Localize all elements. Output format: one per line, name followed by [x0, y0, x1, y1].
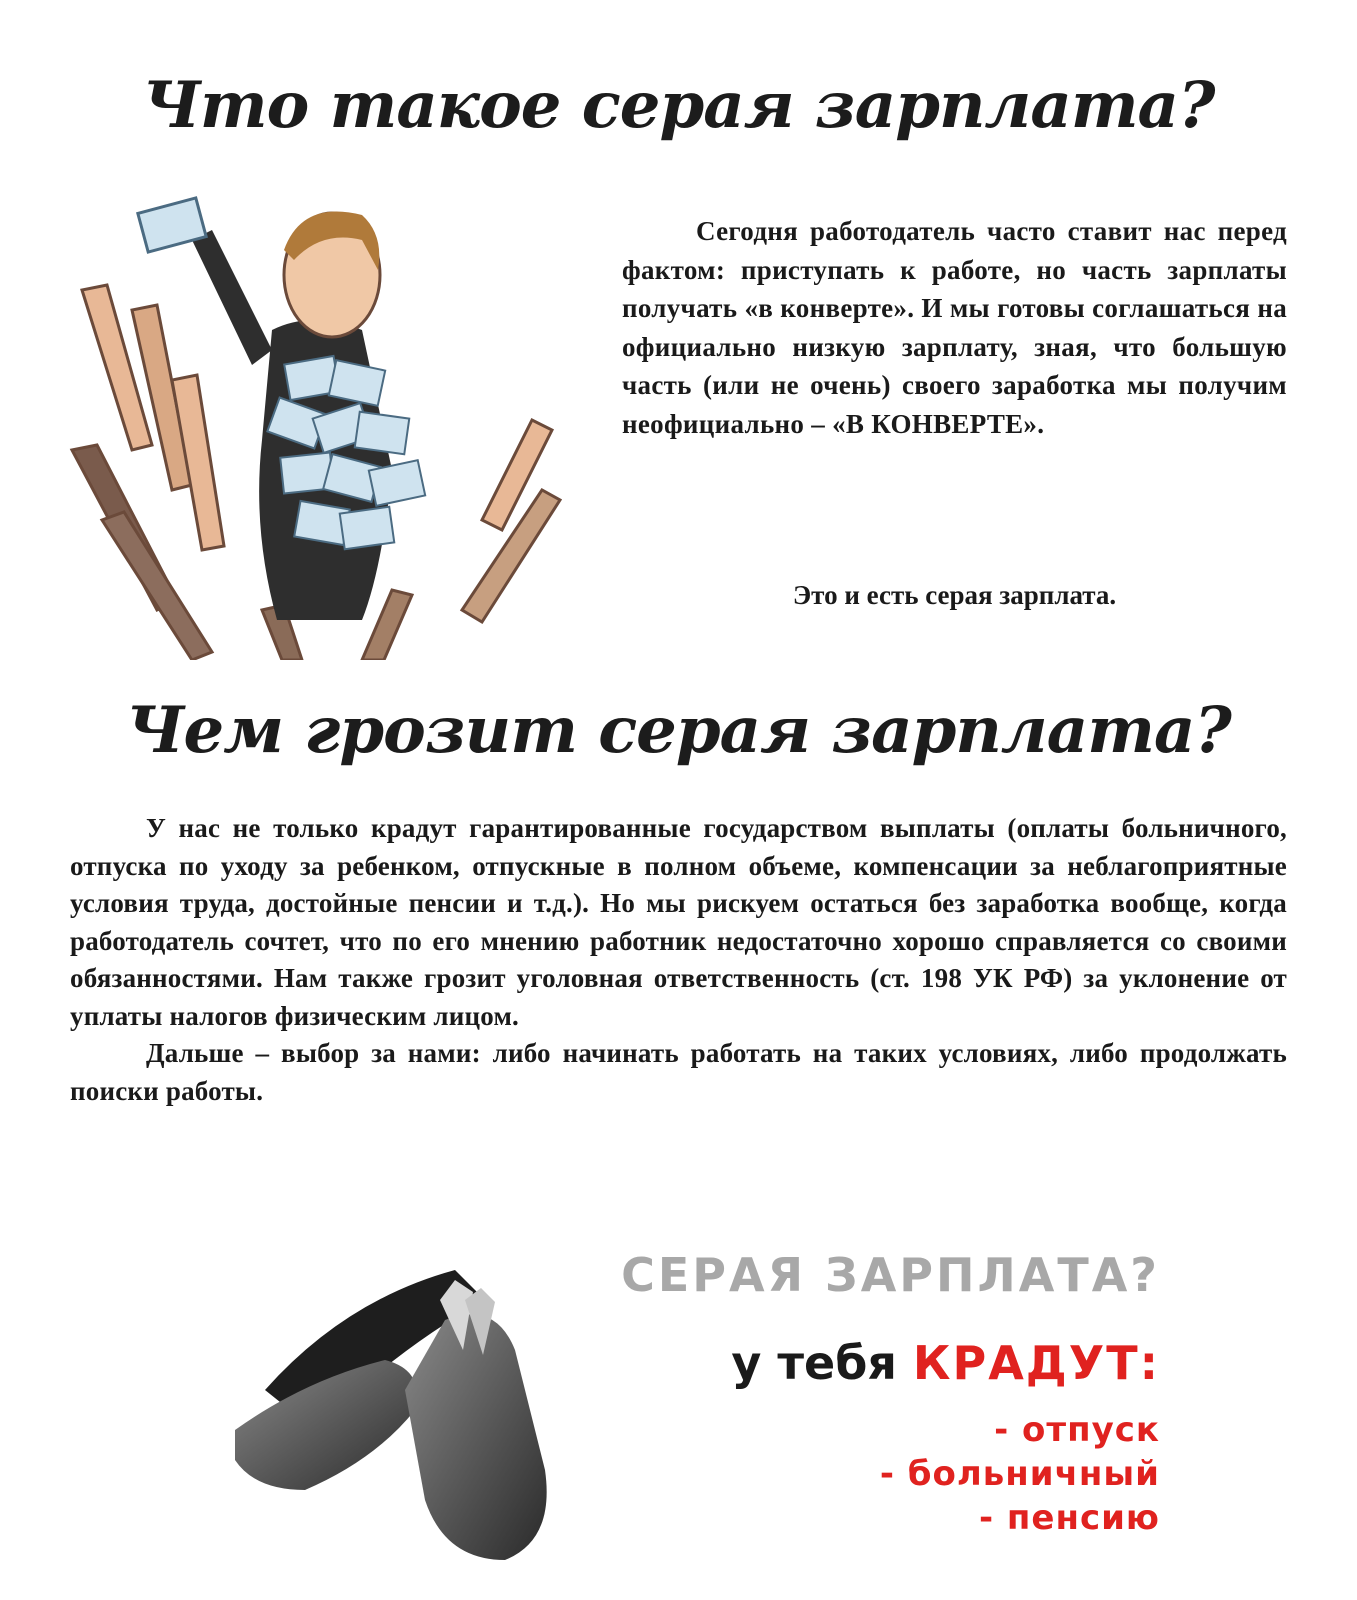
- section-title: Чем грозит серая зарплата?: [126, 693, 1231, 768]
- man-with-envelopes-illustration: [62, 190, 562, 660]
- warning-banner: [560, 1240, 1160, 1540]
- body-text: [70, 810, 1287, 1110]
- banner-item: - отпуск: [994, 1410, 1160, 1450]
- intro-summary: Это и есть серая зарплата.: [792, 580, 1117, 610]
- banner-item: - пенсию: [978, 1498, 1160, 1538]
- hands-with-wallet-photo: [225, 1240, 585, 1570]
- banner-item: - больничный: [879, 1454, 1160, 1494]
- banner-steal-line: [560, 1328, 1160, 1398]
- body-paragraph-2: Дальше – выбор за нами: либо начинать работать на таких условиях, либо продолжать поиски работы.: [70, 1038, 1287, 1106]
- banner-steal: КРАДУТ:: [912, 1336, 1160, 1390]
- banner-list: [560, 1408, 1160, 1540]
- banner-you: у тебя: [731, 1336, 897, 1390]
- intro-text: [622, 212, 1287, 443]
- intro-paragraph: Сегодня работодатель часто ставит нас перед фактом: приступать к работе, но часть зарплаты получать «в конверте». И мы готовы соглашаться на официально низкую зарплату, зная, что большую часть (или не очень) своего заработка мы получим неофициально – «В КОНВЕРТЕ».: [622, 216, 1287, 439]
- body-paragraph-1: У нас не только крадут гарантированные государством выплаты (оплаты больничного, отпуска по уходу за ребенком, отпускные в полном объеме, компенсации за неблагоприятные условия труда, достойные пенсии и т.д.). Но мы рискуем остаться без заработка вообще, когда работодатель сочтет, что по его мнению работник недостаточно хорошо справляется со своими обязанностями. Нам также грозит уголовная ответственность (ст. 198 УК РФ) за уклонение от уплаты налогов физическим лицом.: [70, 813, 1287, 1031]
- page-title: Что такое серая зарплата?: [142, 68, 1215, 143]
- banner-title: СЕРАЯ ЗАРПЛАТА?: [621, 1248, 1160, 1302]
